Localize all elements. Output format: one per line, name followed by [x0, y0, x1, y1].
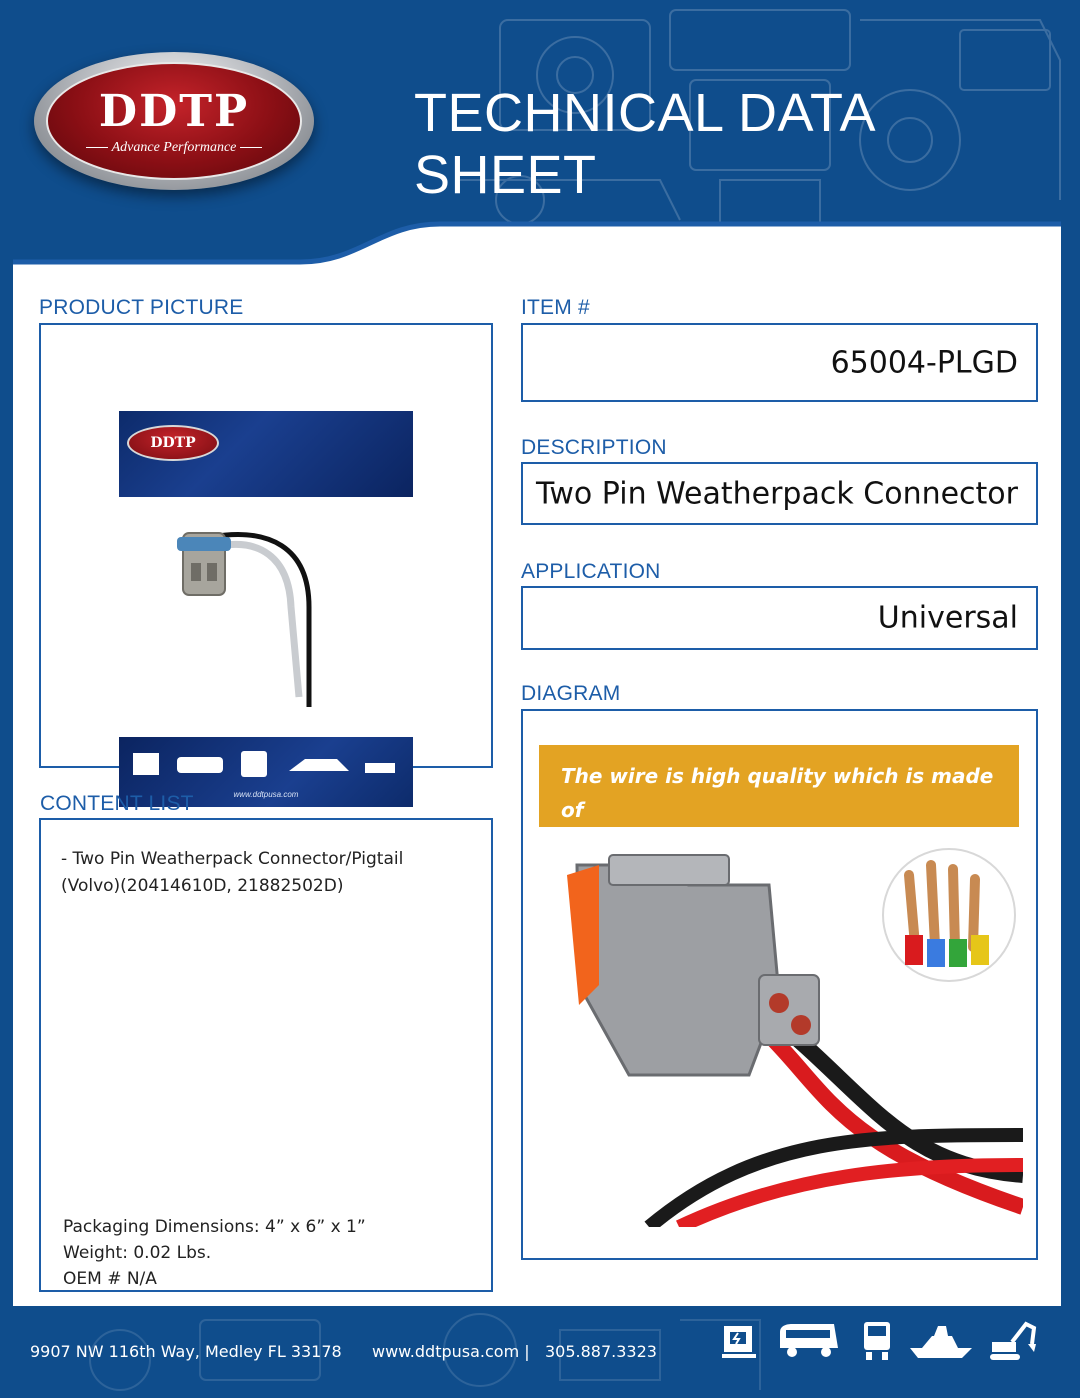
tagline-rule-right [240, 147, 262, 148]
bag-vehicle-icons [129, 745, 403, 781]
generator-icon [720, 1318, 760, 1362]
description-box [521, 462, 1038, 525]
item-number: 65004-PLGD [830, 345, 1018, 380]
content-list-box [39, 818, 493, 1292]
bag-logo: DDTP [127, 425, 219, 461]
footer-address: 9907 NW 116th Way, Medley FL 33178 [30, 1342, 342, 1361]
description-label: DESCRIPTION [521, 436, 667, 459]
description-value: Two Pin Weatherpack Connector [536, 476, 1018, 511]
content-list-label: CONTENT LIST [40, 792, 194, 815]
application-value: Universal [877, 600, 1018, 636]
content-line-2: (Volvo)(20414610D, 21882502D) [61, 876, 344, 896]
yacht-icon [908, 1318, 974, 1362]
packaging-dimensions: Packaging Dimensions: 4” x 6” x 1” [63, 1217, 366, 1237]
content-line-1: - Two Pin Weatherpack Connector/Pigtail [61, 849, 404, 869]
truck-icon [860, 1318, 894, 1362]
banner-line-1: The wire is high quality which is made of [561, 764, 994, 822]
product-bag-image [119, 411, 413, 807]
diagram-box [521, 709, 1038, 1260]
weight: Weight: 0.02 Lbs. [63, 1243, 212, 1263]
content-specs [63, 1214, 366, 1292]
item-label: ITEM # [521, 296, 590, 319]
page-title: TECHNICAL DATA SHEET [414, 83, 874, 205]
logo-text: DDTP [98, 86, 250, 137]
item-box [521, 323, 1038, 402]
footer-phone[interactable]: 305.887.3323 [545, 1342, 657, 1361]
application-box [521, 586, 1038, 650]
logo-tagline-row [48, 140, 300, 156]
product-picture-box [39, 323, 493, 799]
application-label: APPLICATION [521, 560, 661, 583]
tagline-rule-left [86, 147, 108, 148]
product-picture-label: PRODUCT PICTURE [39, 296, 244, 319]
pigtail-connector-image [159, 507, 359, 707]
diagram-label: DIAGRAM [521, 682, 621, 705]
excavator-icon [988, 1318, 1038, 1362]
diagram-banner [539, 745, 1019, 827]
connector-diagram-photo [539, 835, 1023, 1227]
oem-number: OEM # N/A [63, 1269, 157, 1289]
ddtp-logo [34, 52, 314, 190]
bus-icon [776, 1318, 842, 1362]
logo-tagline: Advance Performance [111, 140, 237, 155]
bag-url: www.ddtpusa.com [233, 790, 299, 799]
header-swoosh [0, 200, 1080, 280]
logo-badge [46, 62, 302, 180]
footer-website[interactable]: www.ddtpusa.com | [372, 1342, 530, 1361]
content-list-items [61, 846, 477, 900]
